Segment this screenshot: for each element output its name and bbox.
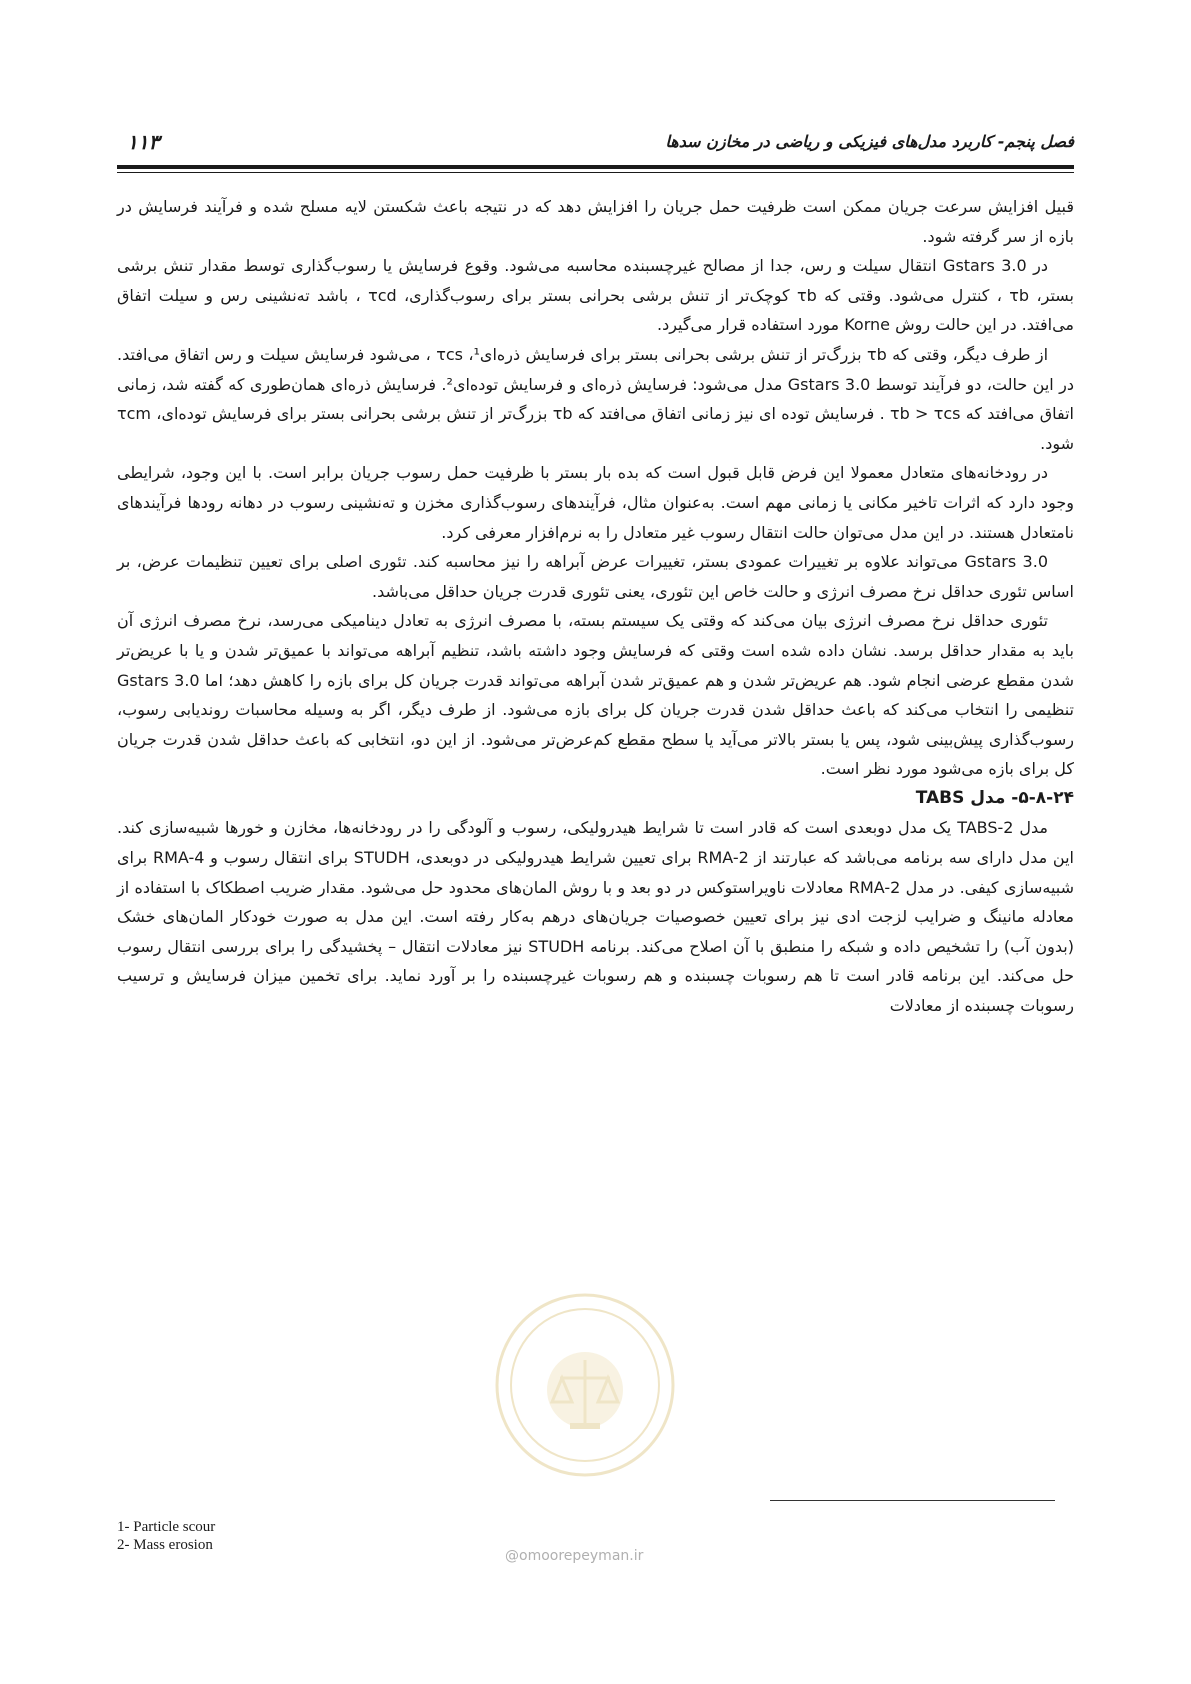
header-rule-thin (117, 172, 1074, 173)
page-header (117, 122, 1074, 162)
page-number: ۱۱۳ (127, 130, 160, 154)
paragraph: در رودخانه‌های متعادل معمولا این فرض قابل قبول است که بده بار بستر با ظرفیت حمل رسوب جریان برابر است. با این وجود، شرایطی وجود دارد که اثرات تاخیر مکانی یا زمانی مهم است. به‌عنوان مثال، فرآیندهای رسوب‌گذاری مخزن و ته‌نشینی رسوب در دهانه رودها فرآیندهای نامتعادل هستند. در این مدل می‌توان حالت انتقال رسوب غیر متعادل را به نرم‌افزار معرفی کرد. (117, 463, 1074, 542)
paragraph: تئوری حداقل نرخ مصرف انرژی بیان می‌کند که وقتی یک سیستم بسته، با مصرف انرژی به تعادل دینامیکی می‌رسد، نرخ مصرف انرژی آن باید به مقدار حداقل برسد. نشان داده شده است وقتی که فرسایش وجود داشته باشد، تنظیم آبراهه می‌تواند با عمیق‌تر شدن و یا با عریض‌تر شدن مقطع عرضی انجام شود. هم عریض‌تر شدن و هم عمیق‌تر شدن آبراهه می‌تواند قدرت جریان کل برای بازه را کاهش دهد؛ اما Gstars 3.0 تنظیمی را انتخاب می‌کند که باعث حداقل شدن قدرت جریان کل برای بازه می‌شود. از طرف دیگر، اگر به وسیله محاسبات روندیابی رسوب، رسوب‌گذاری پیش‌بینی شود، پس یا بستر بالاتر می‌آید یا سطح مقطع کم‌عرض‌تر می‌شود. از این دو، انتخابی که باعث حداقل شدن قدرت جریان کل برای بازه می‌شود مورد نظر است. (117, 611, 1075, 779)
paragraph: مدل TABS-2 یک مدل دوبعدی است که قادر است تا شرایط هیدرولیکی، رسوب و آلودگی را در رودخانه‌ها، مخازن و خورها شبیه‌سازی کند. این مدل دارای سه برنامه می‌باشد که عبارتند از RMA-2 برای تعیین شرایط هیدرولیکی در دوبعدی، STUDH برای انتقال رسوب و RMA-4 برای شبیه‌سازی کیفی. در مدل RMA-2 معادلات ناویراستوکس در دو بعد و با روش المان‌های محدود حل می‌شود. مقدار ضریب اصطکاک با استفاده از معادله مانینگ و ضرایب لزجت ادی نیز برای تعیین خصوصیات جریان‌های درهم به‌کار رفته است. این مدل به صورت خودکار المان‌های خشک (بدون آب) را تشخیص داده و شبکه را منطبق با آن اصلاح می‌کند. برنامه STUDH نیز معادلات انتقال – پخشیدگی را برای بررسی انتقال رسوب حل می‌کند. این برنامه قادر است تا هم رسوبات چسبنده و هم رسوبات غیرچسبنده را بر آورد نماید. برای تخمین میزان فرسایش و ترسیب رسوبات چسبنده از معادلات (117, 818, 1075, 1016)
watermark-seal-icon (490, 1290, 680, 1500)
paragraph: قبیل افزایش سرعت جریان ممکن است ظرفیت حمل جریان را افزایش دهد که در نتیجه باعث شکستن لایه مسلح شده و فرآیند فرسایش در بازه از سر گرفته شود. (117, 197, 1074, 246)
section-heading: ۵-۸-۲۴- مدل TABS (915, 787, 1074, 808)
paragraph: Gstars 3.0 می‌تواند علاوه بر تغییرات عمودی بستر، تغییرات عرض آبراهه را نیز محاسبه کند. تئوری اصلی برای تعیین تنظیمات عرض، بر اساس تئوری حداقل نرخ مصرف انرژی و حالت خاص این تئوری، یعنی تئوری قدرت جریان حداقل می‌باشد. (117, 552, 1074, 601)
header-rule-thick (117, 165, 1074, 169)
watermark-url: @omoorepeyman.ir (505, 1548, 644, 1564)
running-title: فصل پنجم- کاربرد مدل‌های فیزیکی و ریاضی در مخازن سدها (665, 132, 1074, 151)
paragraph: از طرف دیگر، وقتی که τb بزرگ‌تر از تنش برشی بحرانی بستر برای فرسایش ذره‌ای¹، τcs ، می‌شود فرسایش سیلت و رس اتفاق می‌افتد. در این حالت، دو فرآیند توسط Gstars 3.0 مدل می‌شود: فرسایش ذره‌ای و فرسایش توده‌ای². فرسایش ذره‌ای همان‌طوری که گفته شد، زمانی اتفاق می‌افتد که τb > τcs . فرسایش توده ای نیز زمانی اتفاق می‌افتد که τb بزرگ‌تر از تنش برشی بحرانی بستر برای فرسایش توده‌ای، τcm شود. (117, 344, 1074, 453)
footnote-item: 2- Mass erosion (117, 1537, 213, 1553)
footnote-rule (770, 1500, 1055, 1501)
footnote-item: 1- Particle scour (117, 1519, 216, 1535)
paragraph: در Gstars 3.0 انتقال سیلت و رس، جدا از مصالح غیرچسبنده محاسبه می‌شود. وقوع فرسایش یا رسوب‌گذاری توسط مقدار تنش برشی بستر، τb ، کنترل می‌شود. وقتی که τb کوچک‌تر از تنش برشی بحرانی بستر برای رسوب‌گذاری، τcd ، باشد ته‌نشینی رس و سیلت اتفاق می‌افتد. در این حالت روش Korne مورد استفاده قرار می‌گیرد. (117, 256, 1074, 335)
footnotes (117, 1518, 215, 1554)
body-text (117, 192, 1074, 1021)
